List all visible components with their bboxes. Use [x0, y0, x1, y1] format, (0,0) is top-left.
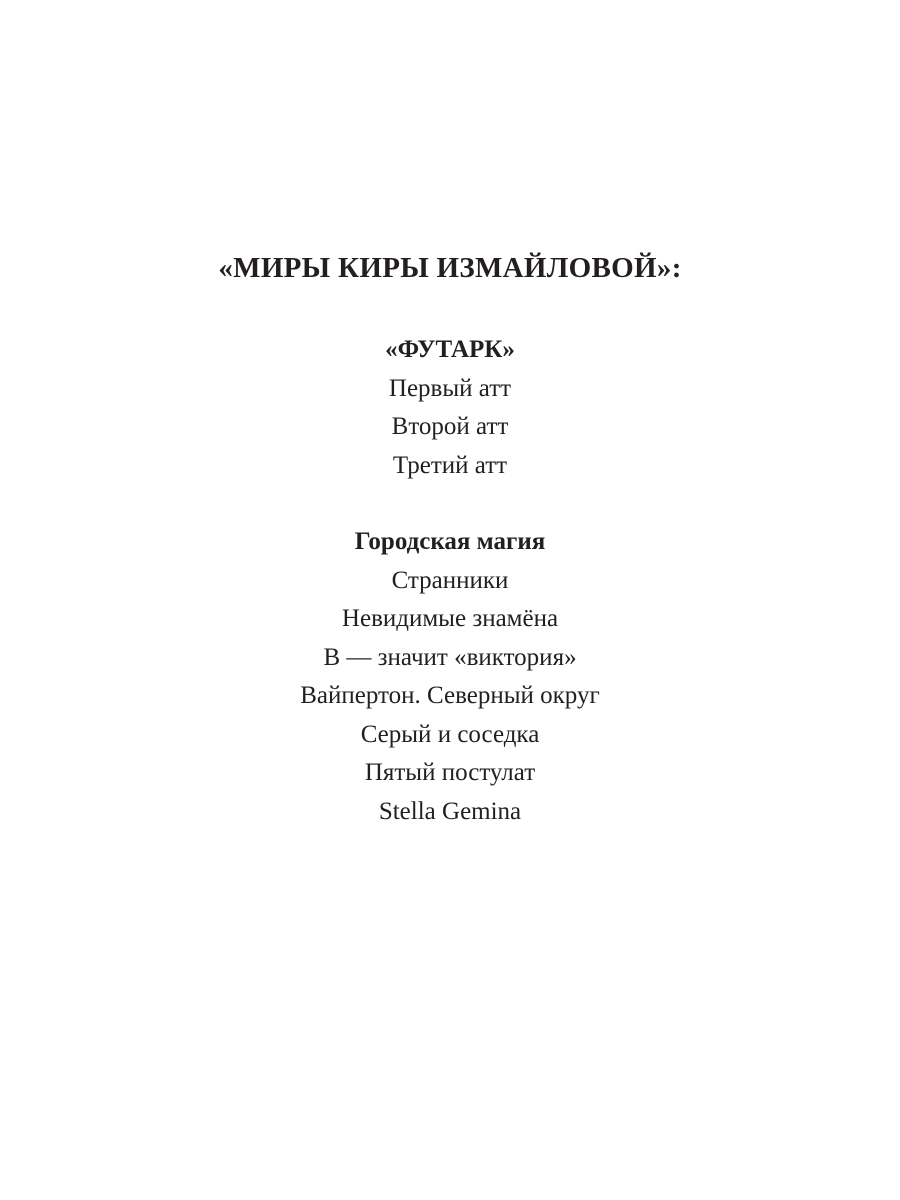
- cycle-futhark: [0, 331, 900, 485]
- book-title: Второй атт: [391, 413, 509, 440]
- book-title: В — значит «виктория»: [323, 643, 577, 671]
- cycle-heading-futhark: «ФУТАРК»: [385, 336, 515, 363]
- book-list-futhark: [0, 370, 900, 486]
- book-title: Вайпертон. Северный округ: [300, 682, 600, 709]
- cycle-city-magic: [0, 523, 900, 831]
- book-title: Stella Gemina: [378, 797, 522, 825]
- series-title: «МИРЫ КИРЫ ИЗМАЙЛОВОЙ»:: [218, 252, 682, 284]
- book-title: Первый атт: [388, 374, 512, 402]
- book-list-city-magic: [0, 562, 900, 832]
- cycle-heading-city-magic: Городская магия: [354, 528, 546, 555]
- book-title: Невидимые знамёна: [341, 605, 559, 632]
- book-title: Серый и соседка: [360, 720, 540, 748]
- book-title: Третий атт: [392, 451, 508, 479]
- book-title: Пятый постулат: [364, 759, 536, 786]
- book-title: Странники: [391, 566, 509, 594]
